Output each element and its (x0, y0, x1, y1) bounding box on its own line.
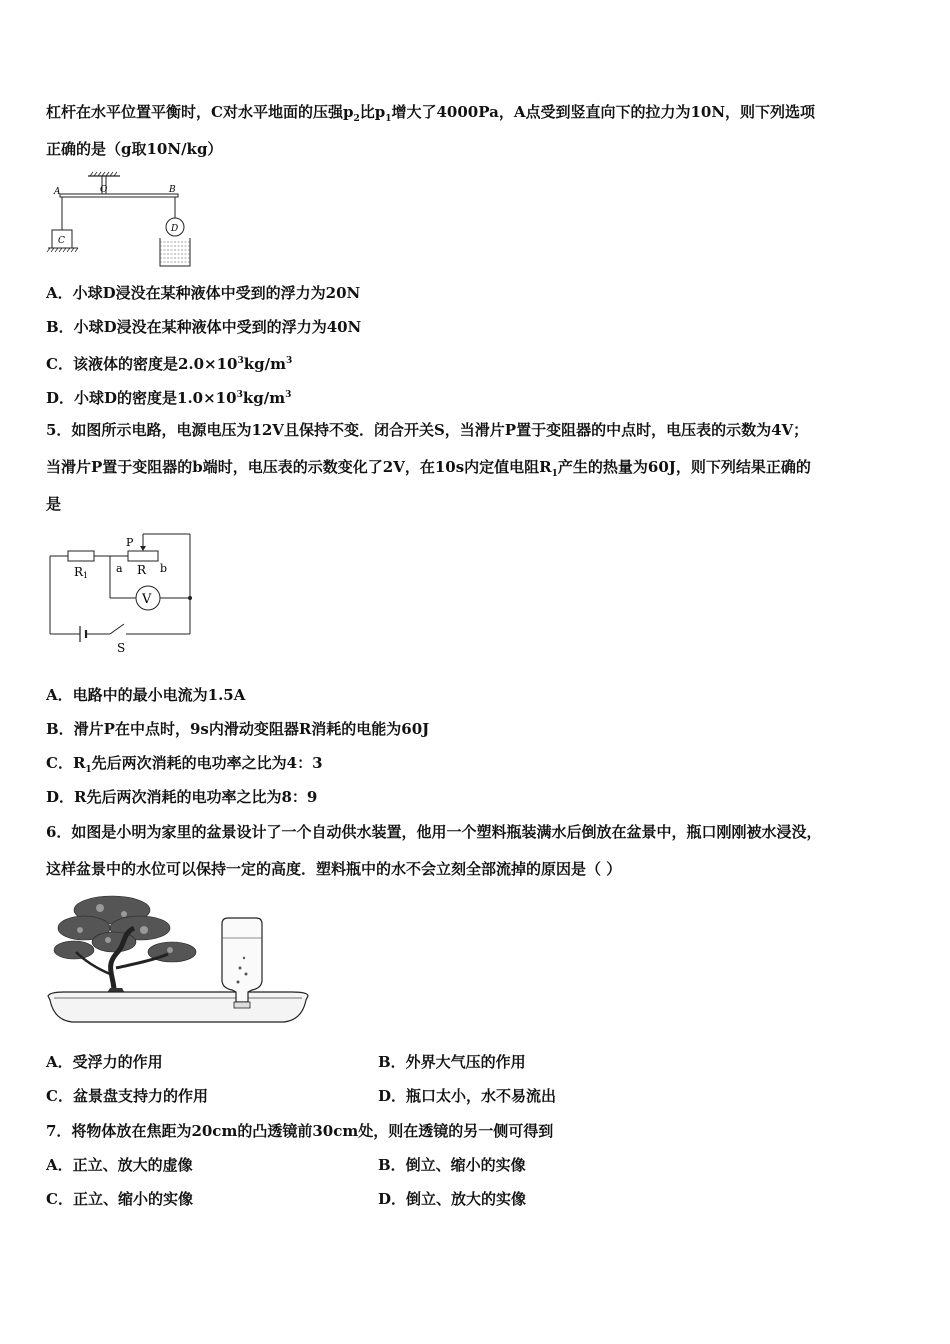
label-b-end: b (160, 562, 168, 575)
q4-option-c: C．该液体的密度是$2.0\times 10^3kg/m^3$ (46, 355, 293, 373)
q7-option-d: D．倒立、放大的实像 (378, 1190, 527, 1208)
q4-lever-figure (44, 170, 204, 270)
q5-stem-line1: 5．如图所示电路，电源电压为12V且保持不变．闭合开关S，当滑片P置于变阻器的中点时，电压表的示数为4V； (46, 421, 809, 439)
q5-option-a: A．电路中的最小电流为1.5A (46, 686, 246, 704)
label-v: V (142, 592, 152, 607)
label-a-end: a (116, 562, 123, 575)
label-r: R (137, 563, 147, 577)
q4-stem-line1: 杠杆在水平位置平衡时，C对水平地面的压强$p_2$比$p_1$增大了4000Pa，A点受到竖直向下的拉力为10N，则下列选项 (46, 103, 816, 124)
q6-stem-line2: 这样盆景中的水位可以保持一定的高度．塑料瓶中的水不会立刻全部流掉的原因是（ ） (46, 860, 622, 878)
label-p: P (126, 536, 134, 549)
q5-option-d: D．R先后两次消耗的电功率之比为8：9 (46, 788, 318, 806)
q7-option-c: C．正立、缩小的实像 (46, 1190, 193, 1208)
label-r1: R1 (74, 565, 89, 580)
q6-bonsai-figure (44, 888, 312, 1028)
q6-option-b: B．外界大气压的作用 (378, 1053, 526, 1071)
label-o: O (100, 185, 108, 195)
q5-option-c: C．$R_1$先后两次消耗的电功率之比为4：3 (46, 754, 323, 775)
q6-option-d: D．瓶口太小，水不易流出 (378, 1087, 557, 1105)
q7-option-a: A．正立、放大的虚像 (46, 1156, 193, 1174)
q5-stem-line2: 当滑片P置于变阻器的b端时，电压表的示数变化了2V，在10s内定值电阻$R_1$产生的热量为60J，则下列结果正确的 (46, 458, 811, 479)
q4-option-a: A．小球D浸没在某种液体中受到的浮力为20N (46, 284, 361, 302)
q4-option-b: B．小球D浸没在某种液体中受到的浮力为40N (46, 318, 362, 336)
q5-option-b: B．滑片P在中点时，9s内滑动变阻器R消耗的电能为60J (46, 720, 430, 738)
q4-option-d: D．小球D的密度是$1.0\times 10^3kg/m^3$ (46, 389, 292, 407)
q6-option-c: C．盆景盘支持力的作用 (46, 1087, 208, 1105)
q6-stem-line1: 6．如图是小明为家里的盆景设计了一个自动供水装置，他用一个塑料瓶装满水后倒放在盆景中，瓶口刚刚被水浸没， (46, 823, 822, 841)
label-d: D (171, 224, 179, 234)
q5-stem-line3: 是 (46, 495, 62, 513)
label-b: B (169, 185, 176, 195)
q6-option-a: A．受浮力的作用 (46, 1053, 163, 1071)
label-a: A (54, 187, 61, 197)
label-c: C (58, 236, 65, 246)
q5-circuit-figure (44, 524, 204, 654)
q7-option-b: B．倒立、缩小的实像 (378, 1156, 526, 1174)
q7-stem: 7．将物体放在焦距为20cm的凸透镜前30cm处，则在透镜的另一侧可得到 (46, 1122, 554, 1140)
q4-stem-line2: 正确的是（g取10N/kg） (46, 140, 223, 158)
label-s: S (117, 641, 126, 654)
